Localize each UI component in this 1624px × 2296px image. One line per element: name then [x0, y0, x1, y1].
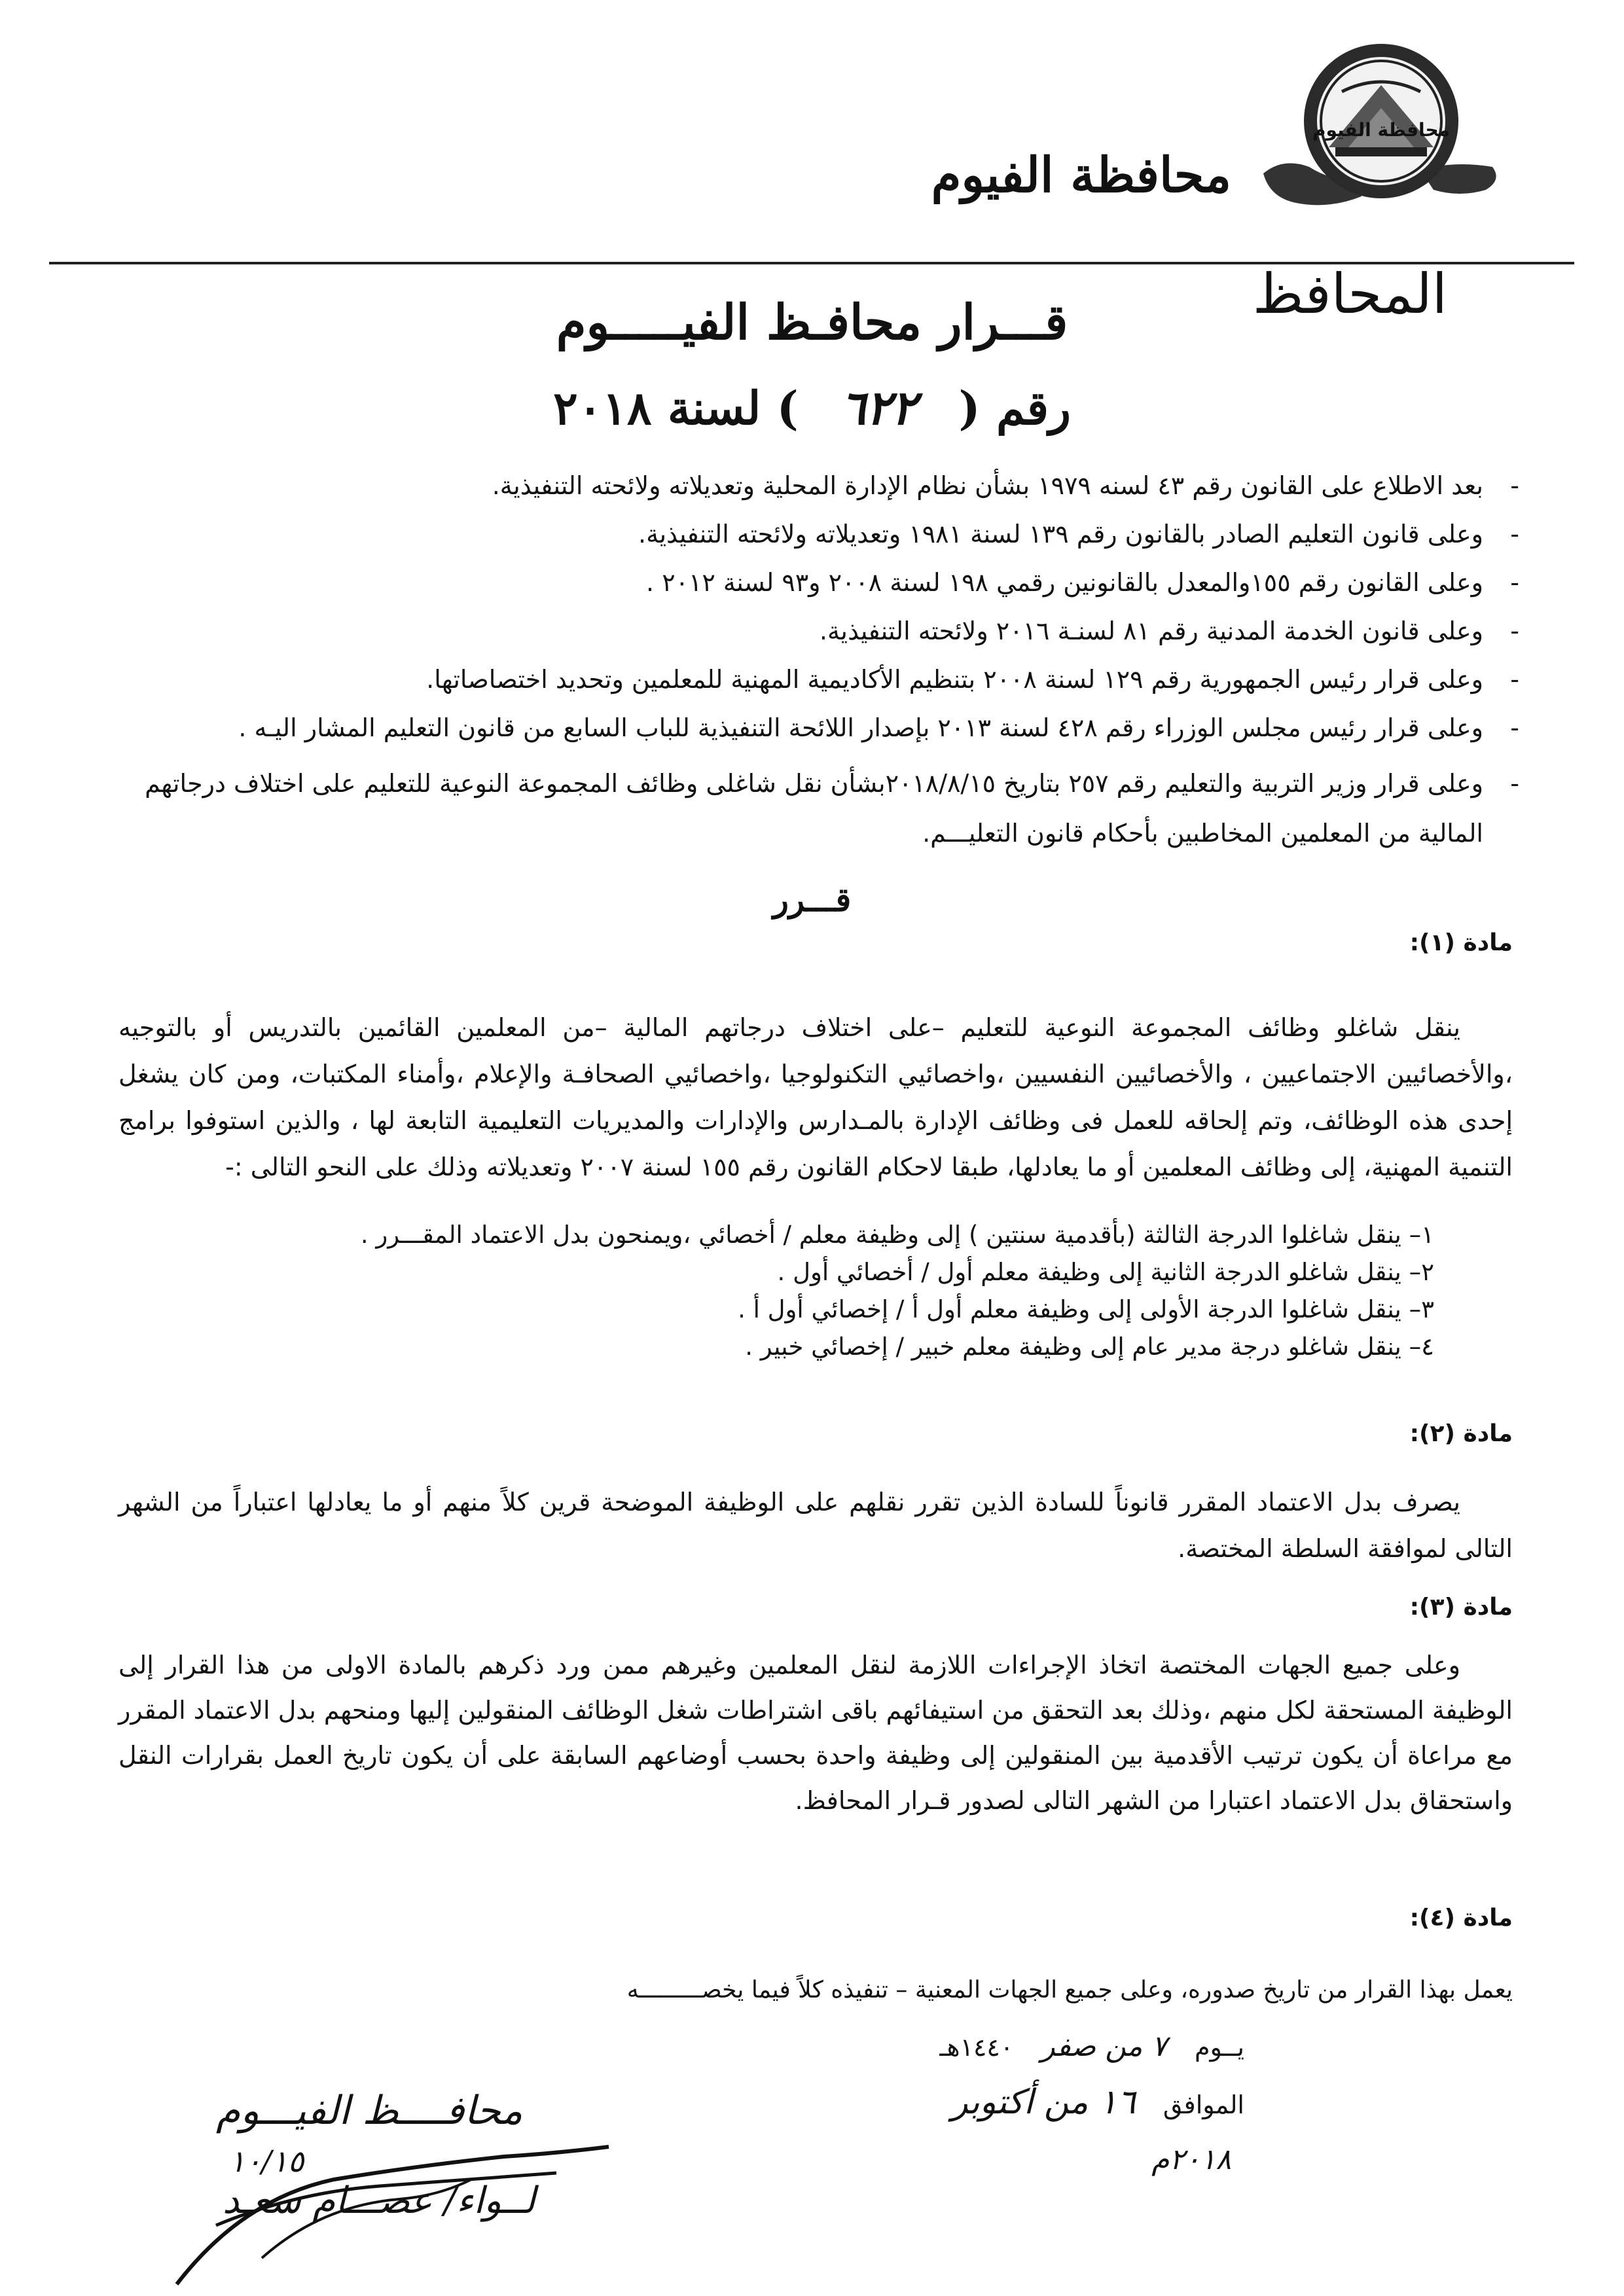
- number-prefix: رقم (: [958, 381, 1071, 435]
- article-3-text: وعلى جميع الجهات المختصة اتخاذ الإجراءات اللازمة لنقل المعلمين وغيرهم ممن ورد ذكرهم بالمادة الاولى من هذا القرار إلى الوظيفة المستحقة لكل منهم ،وذلك بعد التحقق من استيفائهم باقى اشتراطات شغل الوظائف المنقولين إليها ومنحهم بدل الاعتماد المقرر مع مراعاة أن يكون ترتيب الأقدمية بين المنقولين إلى وظيفة واحدة بحسب أوضاعهم السابقة على أن يكون تاريخ العمل بقرارات النقل واستحقاق بدل الاعتماد اعتبارا من الشهر التالى لصدور قـرار المحافظ.: [118, 1651, 1513, 1815]
- hijri-date-line: [655, 2019, 1244, 2075]
- signatory-name: لــواء/ عصـــام سعـد: [223, 2179, 535, 2222]
- hijri-written: ٧ من صفر: [1041, 2030, 1167, 2063]
- list-item: ١– ينقل شاغلوا الدرجة الثالثة (بأقدمية سنتين ) إلى وظيفة معلم / أخصائي ،ويمنحون بدل الاعتماد المقـــرر .: [360, 1221, 1434, 1249]
- handwritten-date: ١٠/١٥: [229, 2144, 304, 2179]
- office-label: المحافظ: [1252, 262, 1447, 326]
- article-4-label: مادة (٤):: [1409, 1905, 1513, 1931]
- article-1-items: [125, 1216, 1434, 1365]
- article-1-text: ينقل شاغلو وظائف المجموعة النوعية للتعليم –على اختلاف درجاتهم المالية –من المعلمين القائمين بالتدريس أو بالتوجيه ،والأخصائيين الاجتماعيين ، والأخصائيين النفسيين ،واخصائيي التكنولوجيا ،واخصائيي الصحافـة والإعلام ،وأمناء المكتبات، ومن كان يشغل إحدى هذه الوظائف، وتم إلحاقه للعمل فى وظائف الإدارة بالمـدارس والإدارات والمديريات التعليمية التابعة لها ، والذين استوفوا برامج التنمية المهنية، إلى وظائف المعلمين أو ما يعادلها، طبقا لاحكام القانون رقم ١٥٥ لسنة ٢٠٠٧ وتعديلاته وذلك على النحو التالى :-: [118, 1013, 1513, 1181]
- list-item: ٤– ينقل شاغلو درجة مدير عام إلى وظيفة معلم خبير / إخصائي خبير .: [745, 1333, 1434, 1361]
- greg-written: ١٦ من أكتوبر: [951, 2083, 1136, 2122]
- preamble-item: - وعلى قرار وزير التربية والتعليم رقم ٢٥٧ بتاريخ ٢٠١٨/٨/١٥بشأن نقل شاغلى وظائف المجموعة النوعية للتعليم على اختلاف درجاتهم المالية من المعلمين المخاطبين بأحكام قانون التعليـــم.: [145, 769, 1519, 848]
- article-1-label: مادة (١):: [1409, 929, 1513, 956]
- preamble-list: [79, 461, 1519, 858]
- closing-text: يعمل بهذا القرار من تاريخ صدوره، وعلى جميع الجهات المعنية – تنفيذه كلاً فيما يخصـــــــــه: [626, 1977, 1513, 2003]
- preamble-item: - وعلى القانون رقم ١٥٥والمعدل بالقانونين رقمي ١٩٨ لسنة ٢٠٠٨ و٩٣ لسنة ٢٠١٢ .: [646, 568, 1519, 597]
- article-2-text: يصرف بدل الاعتماد المقرر قانوناً للسادة الذين تقرر نقلهم على الوظيفة الموضحة قرين كلاً منهم أو ما يعادلها اعتباراً من الشهر التالى لموافقة السلطة المختصة.: [118, 1488, 1513, 1563]
- preamble-item: - وعلى قانون التعليم الصادر بالقانون رقم ١٣٩ لسنة ١٩٨١ وتعديلاته ولائحته التنفيذية.: [638, 520, 1519, 548]
- decree-number: ٦٢٢: [840, 380, 917, 435]
- governorate-seal-icon: [1257, 26, 1506, 223]
- seal-text: محافظة الفيوم: [1312, 119, 1451, 141]
- hijri-year: ١٤٤٠هـ: [939, 2033, 1014, 2062]
- gregorian-date-line: [655, 2075, 1244, 2132]
- list-item: ٢– ينقل شاغلو الدرجة الثانية إلى وظيفة معلم أول / أخصائي أول .: [777, 1258, 1434, 1286]
- preamble-item: - وعلى قرار رئيس مجلس الوزراء رقم ٤٢٨ لسنة ٢٠١٣ بإصدار اللائحة التنفيذية للباب السابع من قانون التعليم المشار اليـه .: [238, 713, 1519, 742]
- date-block: [655, 2019, 1244, 2188]
- preamble-item: - وعلى قرار رئيس الجمهورية رقم ١٢٩ لسنة ٢٠٠٨ بتنظيم الأكاديمية المهنية للمعلمين وتحديد اختصاصاتها.: [426, 665, 1519, 694]
- decided-heading: قـــرر: [772, 880, 852, 919]
- greg-year: ٢٠١٨م: [1151, 2143, 1231, 2176]
- preamble-item: - وعلى قانون الخدمة المدنية رقم ٨١ لسنـة ٢٠١٦ ولائحته التنفيذية.: [819, 617, 1519, 645]
- decree-number-line: [0, 380, 1624, 435]
- preamble-item: - بعد الاطلاع على القانون رقم ٤٣ لسنه ١٩٧٩ بشأن نظام الإدارة المحلية وتعديلاته ولائحته التنفيذية.: [492, 471, 1519, 500]
- signatory-title: محافــــظ الفيـــوم: [216, 2088, 523, 2134]
- article-3-label: مادة (٣):: [1409, 1594, 1513, 1621]
- governorate-name: محافظة الفيوم: [931, 147, 1231, 204]
- greg-label: الموافق: [1163, 2090, 1244, 2119]
- day-label: يــوم: [1195, 2033, 1244, 2062]
- article-2-label: مادة (٢):: [1409, 1420, 1513, 1447]
- number-suffix: ) لسنة ٢٠١٨: [553, 381, 799, 435]
- decree-title: قـــرار محافـظ الفيـــــوم: [556, 295, 1068, 351]
- list-item: ٣– ينقل شاغلوا الدرجة الأولى إلى وظيفة معلم أول أ / إخصائي أول أ .: [738, 1295, 1434, 1323]
- greg-year-line: [655, 2132, 1244, 2188]
